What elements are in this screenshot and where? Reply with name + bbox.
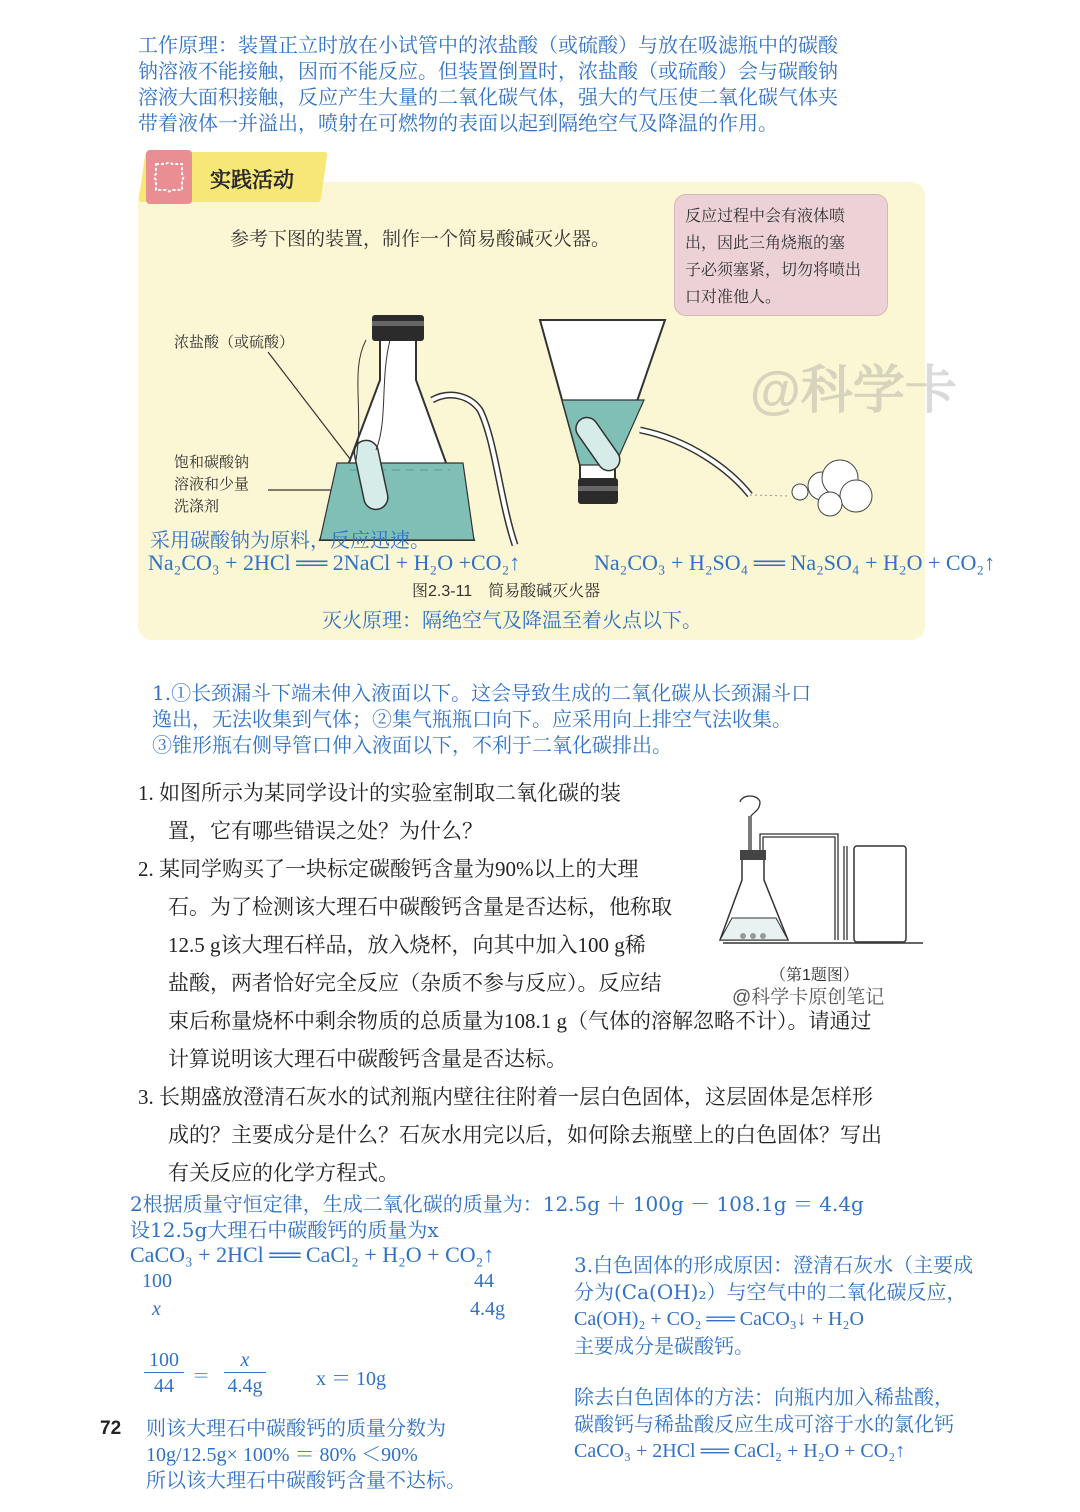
answer-3-line: 主要成分是碳酸钙。 bbox=[574, 1334, 754, 1358]
figure-watermark: @科学卡原创笔记 bbox=[732, 987, 885, 1008]
activity-instruction: 参考下图的装置，制作一个简易酸碱灭火器。 bbox=[230, 229, 611, 250]
answer-2-equation: CaCO₃ + 2HCl ══ CaCl₂ + H₂O + CO₂↑ bbox=[130, 1242, 495, 1267]
question-1-line: 1. 如图所示为某同学设计的实验室制取二氧化碳的装 bbox=[138, 781, 621, 805]
question-1-figure-caption: （第1题图） bbox=[770, 967, 859, 984]
page-number: 72 bbox=[100, 1418, 122, 1439]
answer-2-mass-co2: 4.4g bbox=[470, 1298, 505, 1320]
question-3-line: 3. 长期盛放澄清石灰水的试剂瓶内壁往往附着一层白色固体，这层固体是怎样形 bbox=[138, 1085, 873, 1109]
equation-h2so4: Na₂CO₃ + H₂SO₄ ══ Na₂SO₄ + H₂O + CO₂↑ bbox=[594, 550, 996, 575]
activity-title: 实践活动 bbox=[210, 169, 294, 192]
fraction-right-denominator: 4.4g bbox=[227, 1375, 263, 1397]
question-2-line: 石。为了检测该大理石中碳酸钙含量是否达标，他称取 bbox=[168, 895, 672, 919]
answer-1-line: 逸出，无法收集到气体；②集气瓶瓶口向下。应采用向上排空气法收集。 bbox=[152, 707, 792, 731]
question-1-figure bbox=[718, 790, 928, 960]
question-1 bbox=[138, 774, 621, 850]
question-3-line: 成的？主要成分是什么？石灰水用完以后，如何除去瓶壁上的白色固体？写出 bbox=[168, 1123, 882, 1147]
answer-2-result: x ＝ 10g bbox=[316, 1368, 386, 1390]
answer-3-removal-line: 除去白色固体的方法：向瓶内加入稀盐酸， bbox=[574, 1385, 954, 1409]
answer-3 bbox=[574, 1252, 973, 1360]
label-solution-line: 饱和碳酸钠 bbox=[174, 453, 250, 471]
intro-line: 带着液体一并溢出，喷射在可燃物的表面以起到隔绝空气及降温的作用。 bbox=[138, 111, 778, 135]
answer-3-line: 分为(Ca(OH)₂）与空气中的二氧化碳反应， bbox=[574, 1280, 967, 1304]
answer-3-line: 3.白色固体的形成原因：澄清石灰水（主要成 bbox=[574, 1253, 974, 1277]
question-2-line: 束后称量烧杯中剩余物质的总质量为108.1 g（气体的溶解忽略不计）。请通过 bbox=[168, 1009, 872, 1033]
label-acid: 浓盐酸（或硫酸） bbox=[174, 333, 295, 351]
question-3-line: 有关反应的化学方程式。 bbox=[168, 1161, 399, 1185]
answer-2-line-2: 设12.5g大理石中碳酸钙的质量为x bbox=[130, 1218, 439, 1242]
fraction-left bbox=[144, 1348, 184, 1399]
answer-2-line-1: 2根据质量守恒定律，生成二氧化碳的质量为：12.5g ＋ 100g － 108.1g ＝ 4.4g bbox=[130, 1192, 864, 1216]
answer-2-molar-mass-caco3: 100 bbox=[142, 1270, 172, 1292]
question-1-line: 置，它有哪些错误之处？为什么？ bbox=[168, 819, 483, 843]
watermark: @科学卡 bbox=[750, 362, 957, 420]
warning-line: 子必须塞紧，切勿将喷出 bbox=[685, 262, 862, 279]
answer-3-equation: Ca(OH)₂ + CO₂ ══ CaCO₃↓ + H₂O bbox=[574, 1308, 864, 1330]
fraction-left-numerator: 100 bbox=[144, 1348, 184, 1373]
question-2-line: 2. 某同学购买了一块标定碳酸钙含量为90%以上的大理 bbox=[138, 857, 639, 881]
warning-line: 反应过程中会有液体喷 bbox=[685, 208, 846, 225]
question-2-line: 盐酸，两者恰好完全反应（杂质不参与反应）。反应结 bbox=[168, 971, 662, 995]
answer-3-removal-equation: CaCO₃ + 2HCl ══ CaCl₂ + H₂O + CO₂↑ bbox=[574, 1440, 906, 1462]
answer-2-molar-mass-co2: 44 bbox=[474, 1270, 494, 1292]
answer-2-conclusion-1: 则该大理石中碳酸钙的质量分数为 bbox=[146, 1416, 446, 1440]
intro-line: 工作原理：装置正立时放在小试管中的浓盐酸（或硫酸）与放在吸滤瓶中的碳酸 bbox=[138, 33, 838, 57]
warning-line: 口对准他人。 bbox=[685, 289, 782, 306]
upright-flask bbox=[320, 315, 515, 545]
puzzle-icon bbox=[146, 150, 192, 204]
extinguisher-diagram bbox=[150, 300, 910, 550]
spray-cloud bbox=[792, 460, 872, 516]
warning-line: 出，因此三角烧瓶的塞 bbox=[685, 235, 846, 252]
fraction-equals: ＝ bbox=[192, 1366, 210, 1386]
label-solution-line: 洗涤剂 bbox=[174, 497, 220, 515]
fraction-left-denominator: 44 bbox=[154, 1375, 174, 1397]
answer-3-removal bbox=[574, 1384, 954, 1465]
answer-1-line: ③锥形瓶右侧导管口伸入液面以下，不利于二氧化碳排出。 bbox=[152, 733, 672, 757]
hand-note-raw-material: 采用碳酸钠为原料，反应迅速。 bbox=[150, 528, 430, 552]
answer-2-conclusion-2: 10g/12.5g× 100% ＝ 80% ＜90% bbox=[146, 1444, 418, 1466]
fraction-right bbox=[224, 1348, 266, 1399]
intro-line: 钠溶液不能接触，因而不能反应。但装置倒置时，浓盐酸（或硫酸）会与碳酸钠 bbox=[138, 59, 838, 83]
question-2-line: 计算说明该大理石中碳酸钙含量是否达标。 bbox=[168, 1047, 567, 1071]
answer-2-conclusion-3: 所以该大理石中碳酸钙含量不达标。 bbox=[146, 1468, 466, 1492]
answer-2-var-x: x bbox=[152, 1298, 161, 1320]
warning-box bbox=[674, 194, 888, 316]
intro-line: 溶液大面积接触，反应产生大量的二氧化碳气体，强大的气压使二氧化碳气体夹 bbox=[138, 85, 838, 109]
hand-note-principle: 灭火原理：隔绝空气及降温至着火点以下。 bbox=[322, 608, 702, 632]
answer-1 bbox=[152, 680, 952, 758]
question-3 bbox=[138, 1078, 882, 1192]
fraction-right-numerator: x bbox=[224, 1348, 266, 1373]
equation-hcl: Na₂CO₃ + 2HCl ══ 2NaCl + H₂O +CO₂↑ bbox=[148, 550, 521, 575]
label-solution-line: 溶液和少量 bbox=[174, 475, 250, 493]
question-2-line: 12.5 g该大理石样品，放入烧杯，向其中加入100 g稀 bbox=[168, 933, 646, 957]
intro-note bbox=[138, 32, 998, 136]
figure-caption: 图2.3-11 简易酸碱灭火器 bbox=[412, 583, 601, 600]
answer-1-line: 1.①长颈漏斗下端未伸入液面以下。这会导致生成的二氧化碳从长颈漏斗口 bbox=[152, 681, 812, 705]
answer-3-removal-line: 碳酸钙与稀盐酸反应生成可溶于水的氯化钙 bbox=[574, 1412, 954, 1436]
